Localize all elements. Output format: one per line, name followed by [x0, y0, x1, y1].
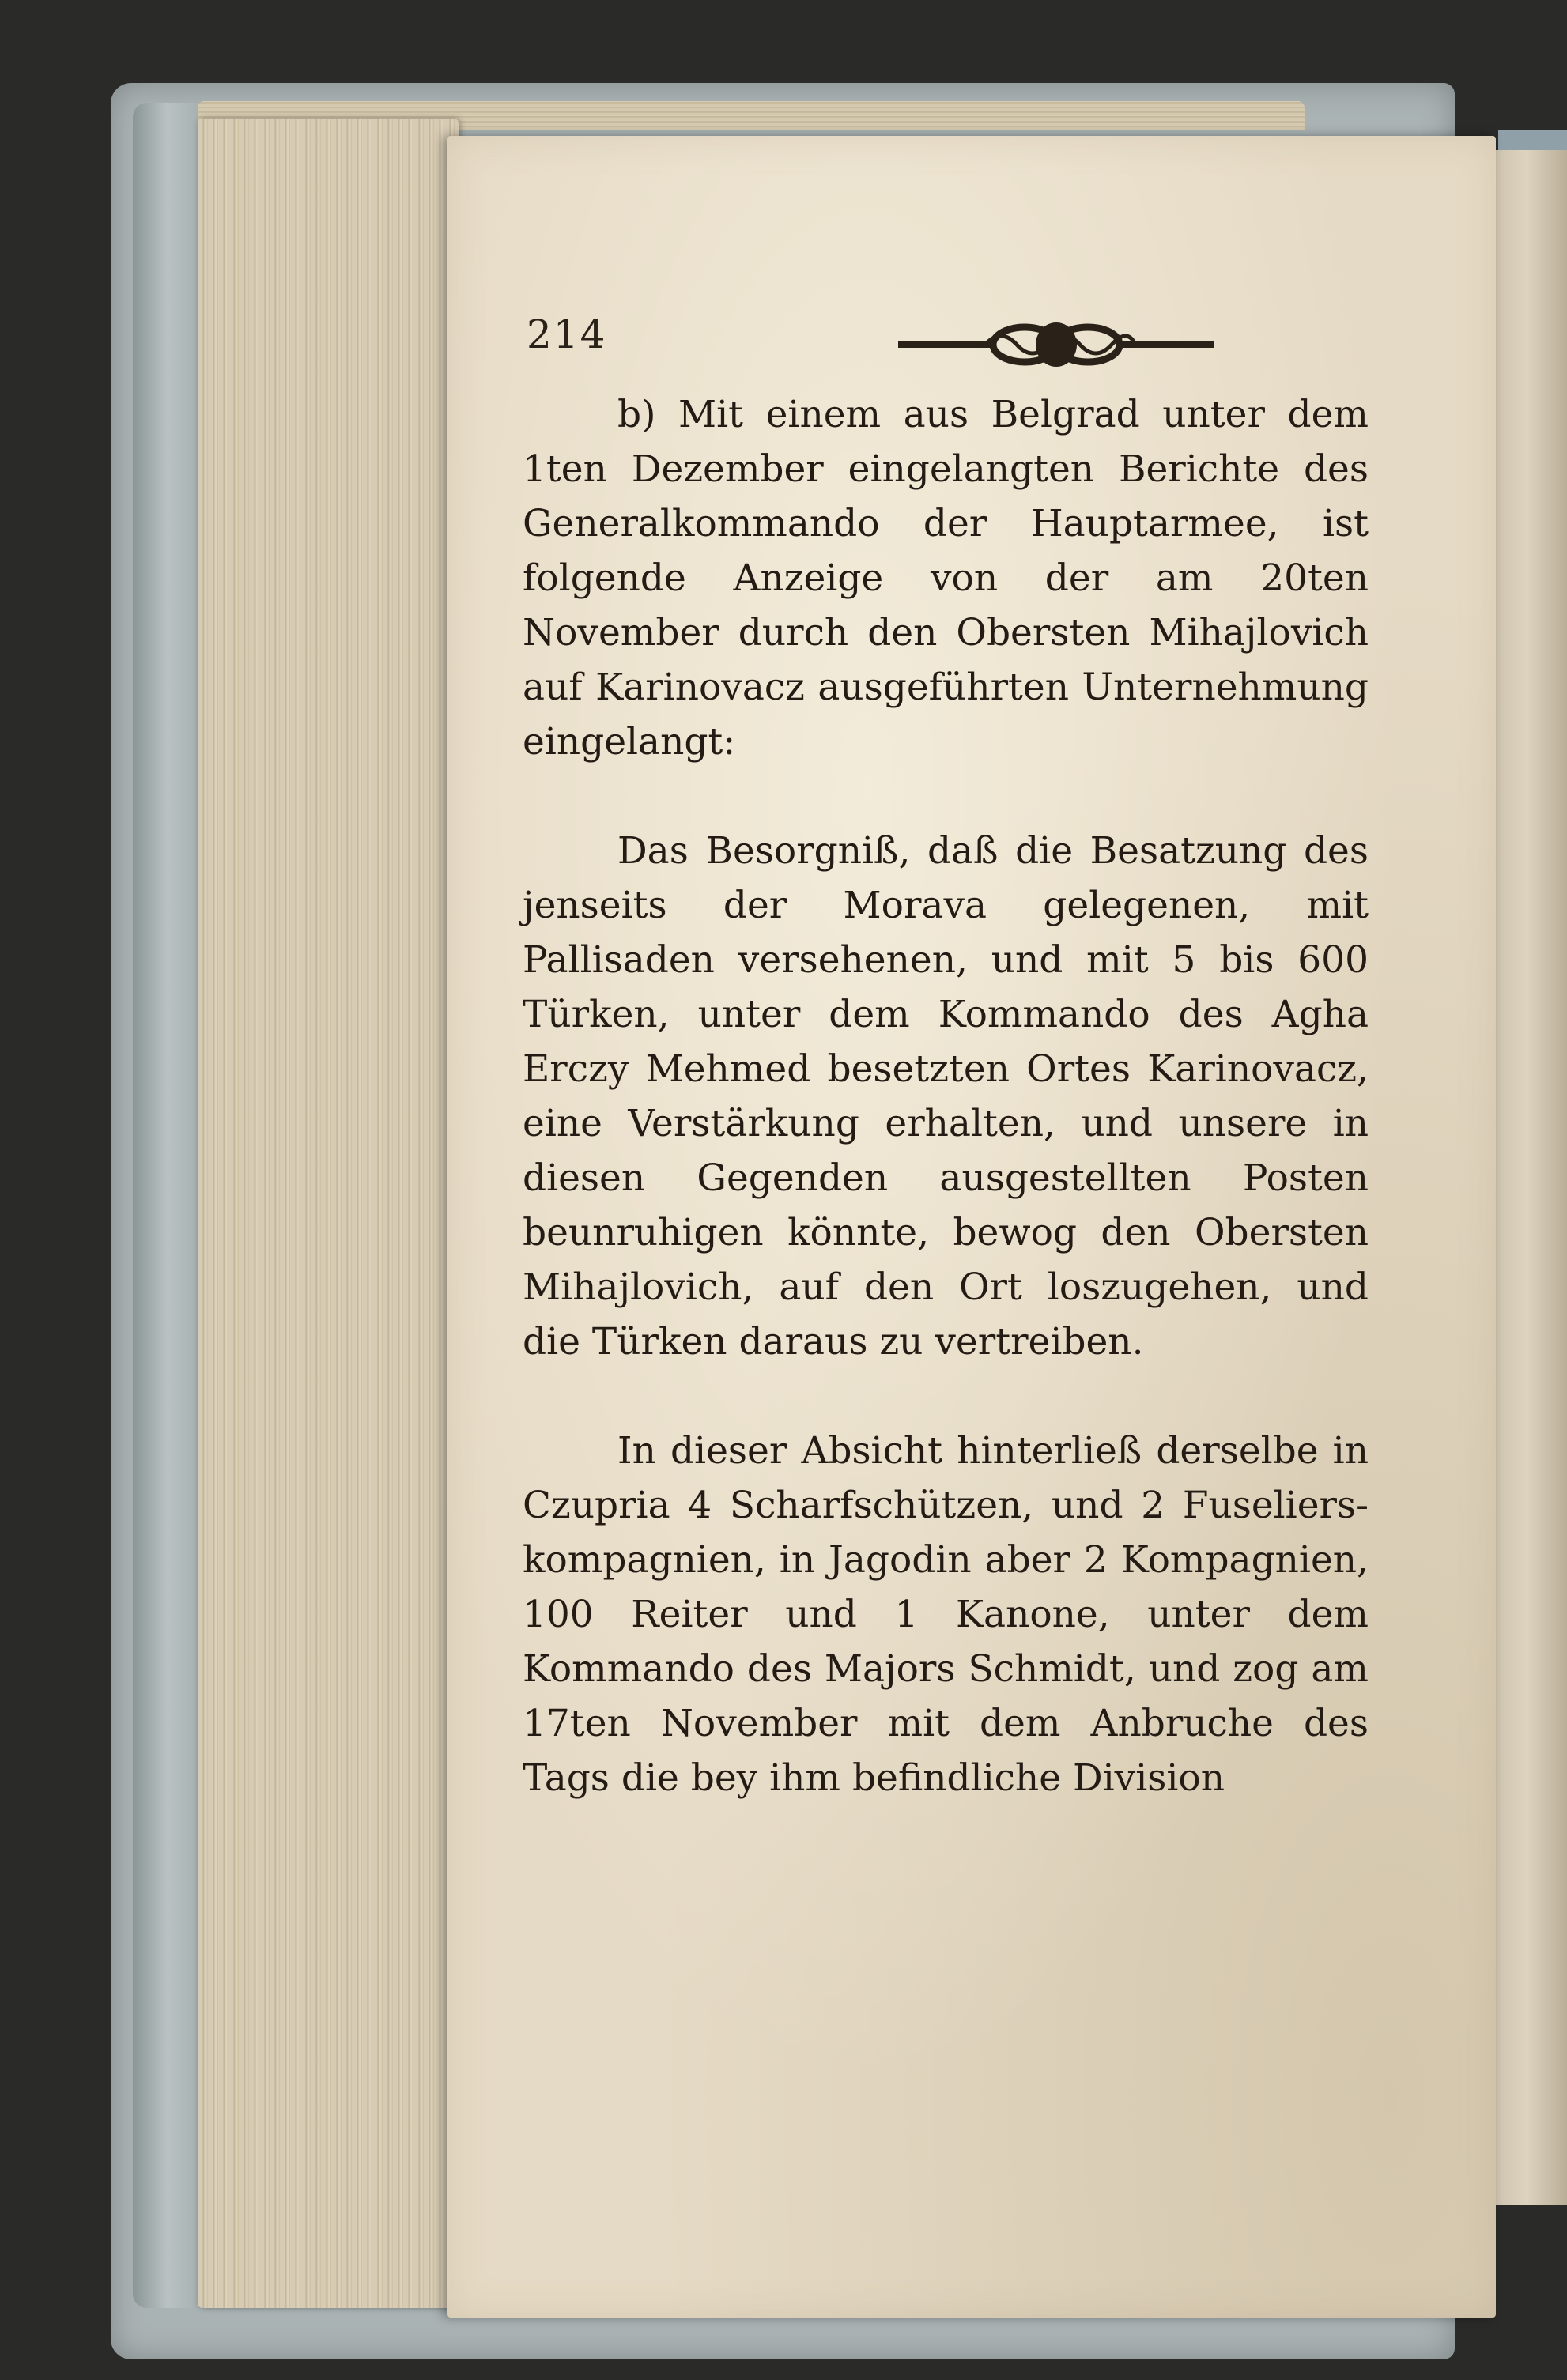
- book-page: [447, 136, 1496, 2318]
- paragraph: b) Mit einem aus Belgrad unter dem 1ten Dezember eingelangten Berichte des Generalkommando der Hauptarmee, ist folgende Anzeige von der am 20ten November durch den Obersten Mihajlovich auf Karinovacz ausgeführten Unternehmung eingelangt:: [523, 393, 1369, 764]
- paragraph: Das Besorgniß, daß die Besatzung des jenseits der Morava gelegenen, mit Pallisaden versehenen, und mit 5 bis 600 Türken, unter dem Kommando des Agha Erczy Mehmed besetzten Ortes Karinovacz, eine Verstärkung erhalten, und unsere in diesen Gegenden ausgestellten Posten beunruhigen könnte, bewog den Obersten Mihajlovich, auf den Ort loszugehen, und die Türken daraus zu vertreiben.: [523, 829, 1369, 1364]
- page-number: 214: [527, 311, 607, 357]
- body-text: [523, 318, 1369, 1805]
- page-block-edges: [198, 119, 459, 2308]
- paragraph: In dieser Absicht hinterließ derselbe in Czupria 4 Scharfschützen, und 2 Fuseliers-kompagnien, in Jagodin aber 2 Kompagnien, 100 Reiter und 1 Kanone, unter dem Kommando des Majors Schmidt, und zog am 17ten November mit dem Anbruche des Tags die bey ihm befindliche Division: [523, 1429, 1369, 1800]
- facing-page-edge: [1486, 150, 1567, 2205]
